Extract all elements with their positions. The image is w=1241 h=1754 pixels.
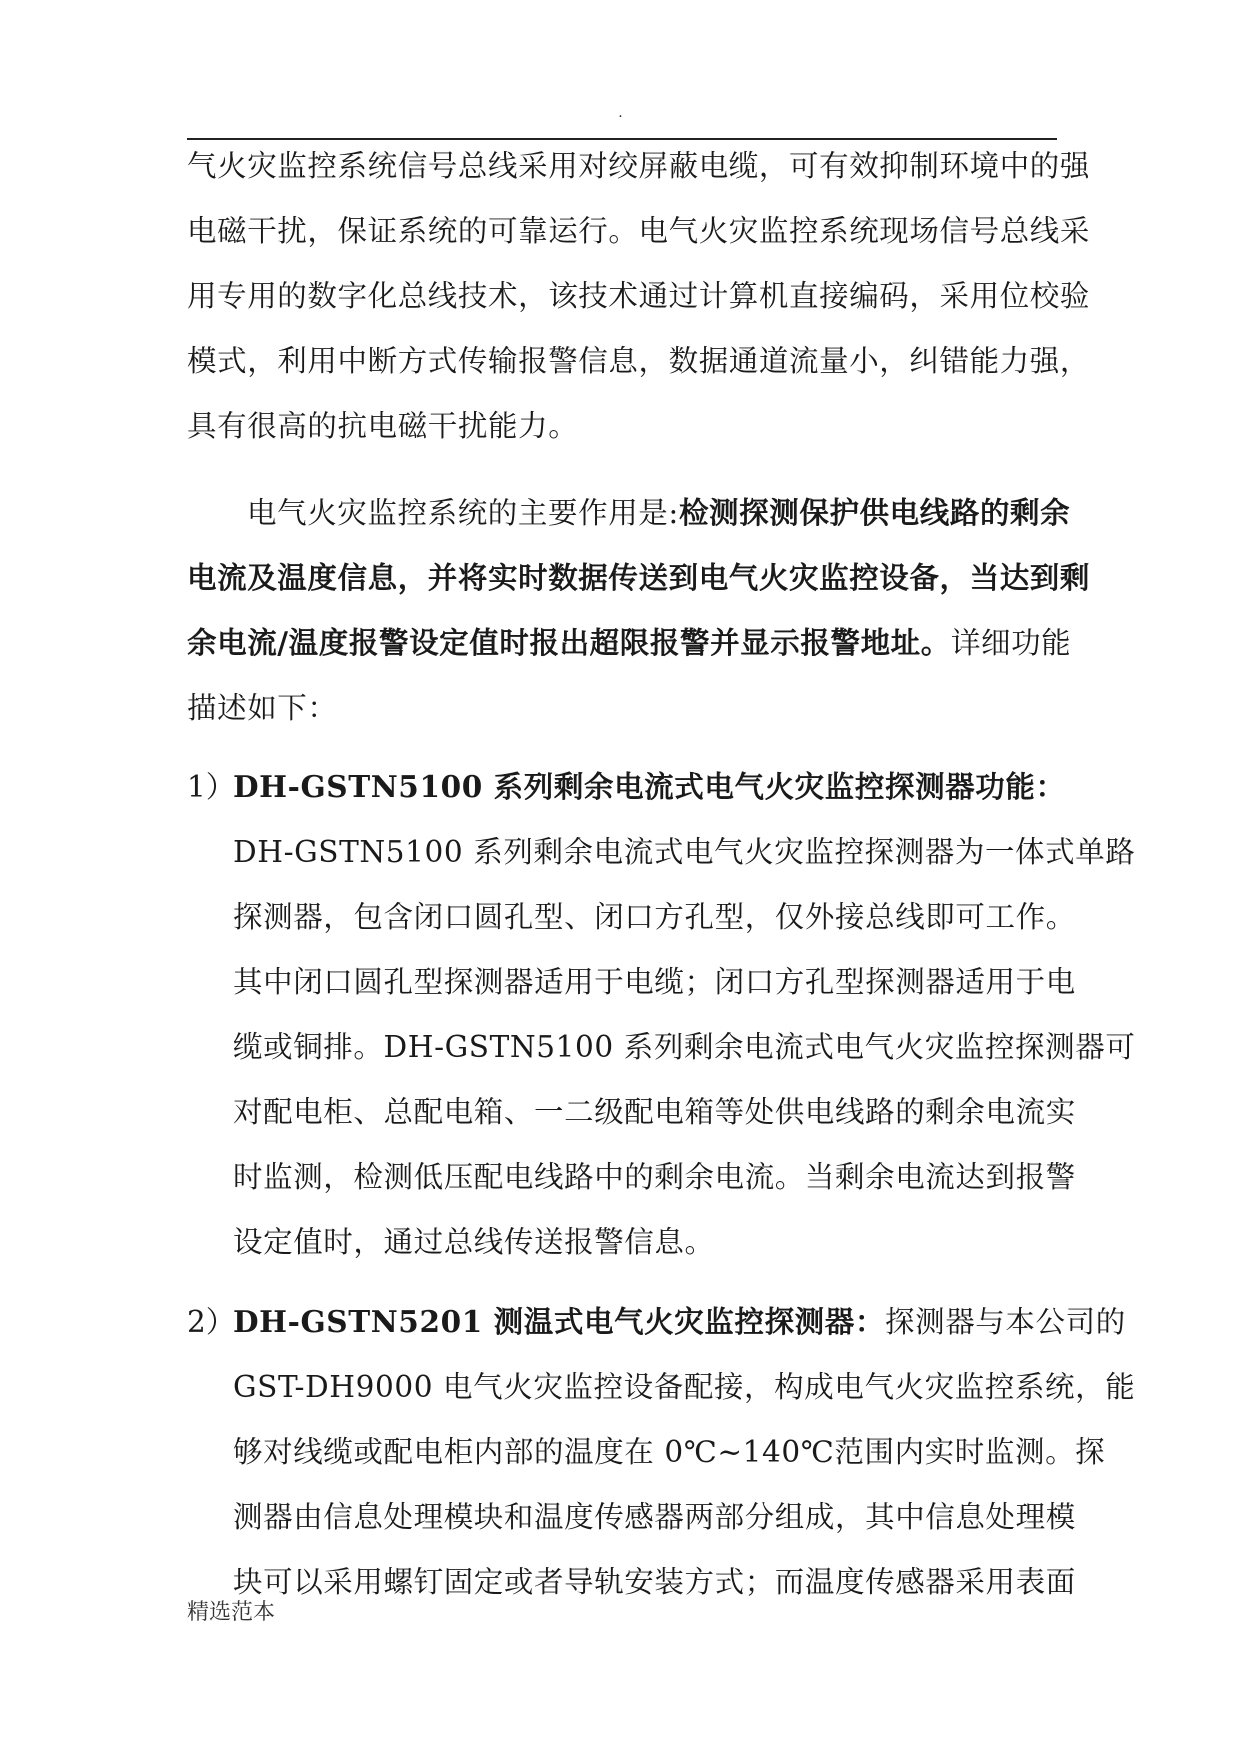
paragraph1-line-3: 用专用的数字化总线技术，该技术通过计算机直接编码，采用位校验 (187, 279, 1091, 313)
item1-line-5: 对配电柜、总配电箱、一二级配电箱等处供电线路的剩余电流实 (233, 1095, 1076, 1129)
item1-line-3: 其中闭口圆孔型探测器适用于电缆；闭口方孔型探测器适用于电 (233, 965, 1076, 999)
item1-line-4: 缆或铜排。DH-GSTN5100 系列剩余电流式电气火灾监控探测器可 (233, 1030, 1136, 1064)
item1-line-1: DH-GSTN5100 系列剩余电流式电气火灾监控探测器为一体式单路 (233, 835, 1136, 869)
item2-title-line (233, 1302, 1126, 1342)
item1-line-2: 探测器，包含闭口圆孔型、闭口方孔型，仅外接总线即可工作。 (233, 900, 1076, 934)
paragraph2-emphasis-3: 余电流/温度报警设定值时报出超限报警并显示报警地址。 (187, 625, 951, 660)
paragraph2-emphasis-2: 电流及温度信息，并将实时数据传送到电气火灾监控设备，当达到剩 (187, 560, 1091, 595)
header-rule (187, 138, 1057, 140)
paragraph2-line-4: 描述如下： (187, 691, 338, 725)
item2-line-2: 够对线缆或配电柜内部的温度在 0℃~140℃范围内实时监测。探 (233, 1435, 1106, 1469)
item2-line-1: GST-DH9000 电气火灾监控设备配接，构成电气火灾监控系统，能 (233, 1370, 1136, 1404)
paragraph1-line-2: 电磁干扰，保证系统的可靠运行。电气火灾监控系统现场信号总线采 (187, 214, 1091, 248)
item1-line-7: 设定值时，通过总线传送报警信息。 (233, 1225, 715, 1259)
item2-title-rest: 探测器与本公司的 (885, 1305, 1126, 1339)
item2-line-3: 测器由信息处理模块和温度传感器两部分组成，其中信息处理模 (233, 1500, 1076, 1534)
paragraph2-emphasis-1: 检测探测保护供电线路的剩余 (678, 495, 1071, 530)
item1-marker: 1） (187, 770, 236, 804)
item2-marker: 2） (187, 1305, 236, 1339)
item1-line-6: 时监测，检测低压配电线路中的剩余电流。当剩余电流达到报警 (233, 1160, 1076, 1194)
paragraph2-lead: 电气火灾监控系统的主要作用是: (247, 496, 679, 530)
item2-line-4: 块可以采用螺钉固定或者导轨安装方式；而温度传感器采用表面 (233, 1565, 1076, 1599)
header-mark: . (618, 105, 623, 121)
paragraph1-line-1: 气火灾监控系统信号总线采用对绞屏蔽电缆，可有效抑制环境中的强 (187, 149, 1091, 183)
paragraph1-line-4: 模式，利用中断方式传输报警信息，数据通道流量小，纠错能力强， (187, 344, 1091, 378)
footer-text: 精选范本 (187, 1600, 276, 1625)
paragraph2-line-1 (247, 493, 1070, 533)
paragraph1-line-5: 具有很高的抗电磁干扰能力。 (187, 409, 579, 443)
paragraph2-tail: 详细功能 (950, 626, 1072, 660)
item1-title: DH-GSTN5100 系列剩余电流式电气火灾监控探测器功能： (233, 769, 1066, 804)
item2-title: DH-GSTN5201 测温式电气火灾监控探测器： (233, 1304, 885, 1339)
paragraph2-line-3 (187, 623, 1071, 663)
